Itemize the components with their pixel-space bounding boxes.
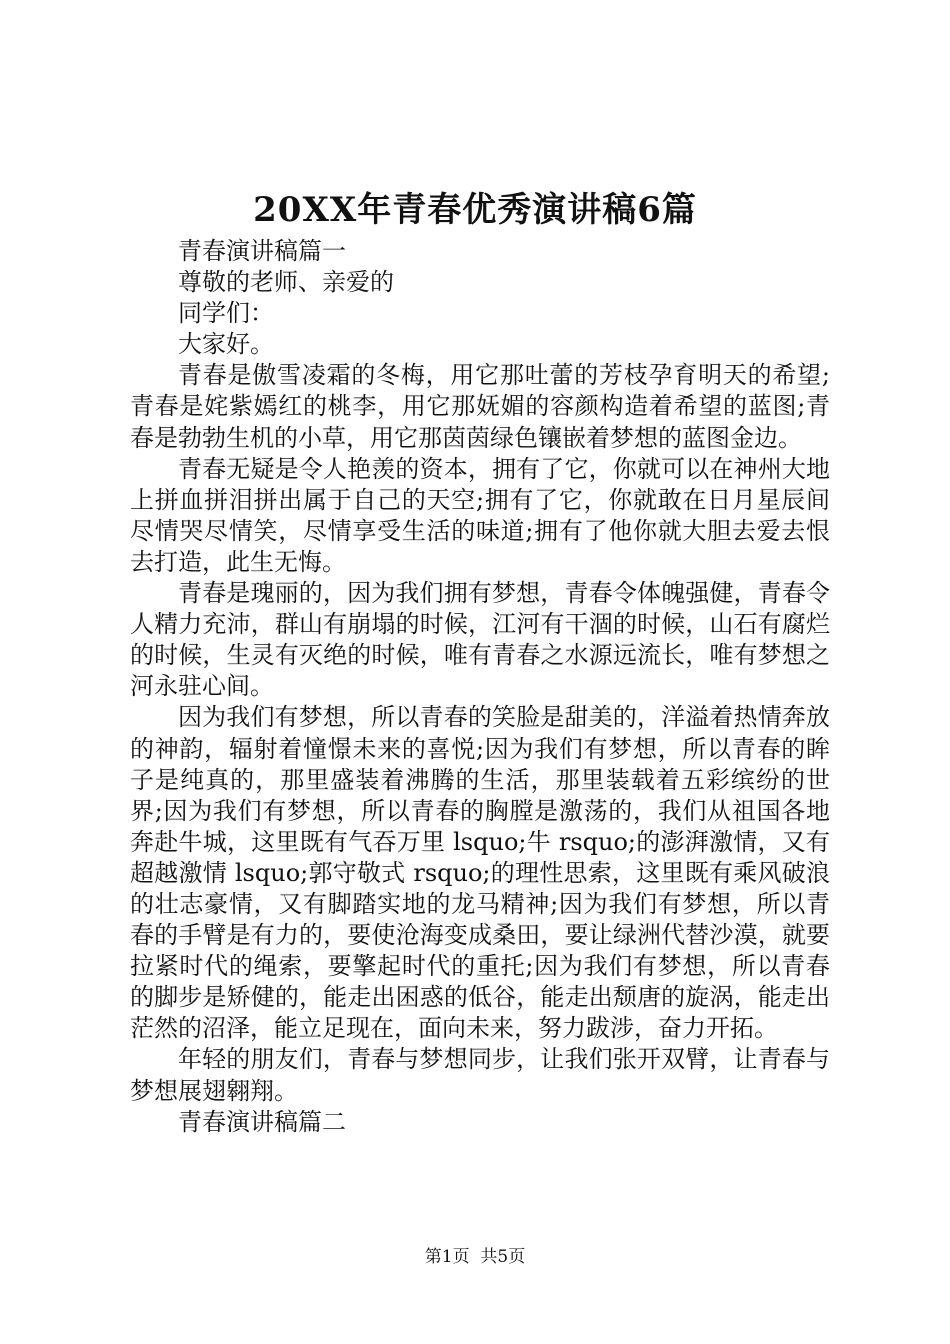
document-title: 20XX年青春优秀演讲稿6篇 xyxy=(253,190,697,230)
salutation-line: 同学们： xyxy=(178,299,274,328)
page-footer xyxy=(0,1245,950,1269)
section-heading: 青春演讲稿篇二 xyxy=(178,1107,346,1136)
document-body xyxy=(130,236,830,1138)
body-paragraph: 因为我们有梦想，所以青春的笑脸是甜美的，洋溢着热情奔放的神韵，辐射着憧憬未来的喜悦;因为我们有梦想，所以青春的眸子是纯真的，那里盛装着沸腾的生活，那里装载着五彩缤纷的世界;因为我们有梦想，所以青春的胸膛是激荡的，我们从祖国各地奔赴牛城，这里既有气吞万里 lsquo;牛 rsquo;的澎湃激情，又有超越激情 lsquo;郭守敬式 rsquo;的理性思索，这里既有乘风破浪的壮志豪情，又有脚踏实地的龙马精神;因为我们有梦想，所以青春的手臂是有力的，要使沧海变成桑田，要让绿洲代替沙漠，就要拉紧时代的绳索，要擎起时代的重托;因为我们有梦想，所以青春的脚步是矫健的，能走出困惑的低谷，能走出颓唐的旋涡，能走出茫然的沼泽，能立足现在，面向未来，努力跋涉，奋力开拓。 xyxy=(130,703,830,1043)
salutation-line: 尊敬的老师、亲爱的 xyxy=(178,268,394,297)
greeting-line: 大家好。 xyxy=(178,330,274,359)
section-heading: 青春演讲稿篇一 xyxy=(178,237,346,265)
body-paragraph: 青春是瑰丽的，因为我们拥有梦想，青春令体魄强健，青春令人精力充沛，群山有崩塌的时候，江河有干涸的时候，山石有腐烂的时候，生灵有灭绝的时候，唯有青春之水源远流长，唯有梦想之河永驻心间。 xyxy=(130,579,830,701)
body-paragraph: 年轻的朋友们，青春与梦想同步，让我们张开双臂，让青春与梦想展翅翱翔。 xyxy=(130,1045,830,1105)
body-paragraph: 青春是傲雪凌霜的冬梅，用它那吐蕾的芳枝孕育明天的希望;青春是姹紫嫣红的桃李，用它那妩媚的容颜构造着希望的蓝图;青春是勃勃生机的小草，用它那茵茵绿色镶嵌着梦想的蓝图金边。 xyxy=(130,361,830,452)
page-total: 共5页 xyxy=(480,1247,526,1267)
body-paragraph: 青春无疑是令人艳羡的资本，拥有了它，你就可以在神州大地上拼血拼泪拼出属于自己的天空;拥有了它，你就敢在日月星辰间尽情哭尽情笑，尽情享受生活的味道;拥有了他你就大胆去爱去恨去打造，此生无悔。 xyxy=(130,454,830,576)
footer-separator xyxy=(470,1247,481,1267)
page-number: 第1页 xyxy=(424,1247,470,1267)
